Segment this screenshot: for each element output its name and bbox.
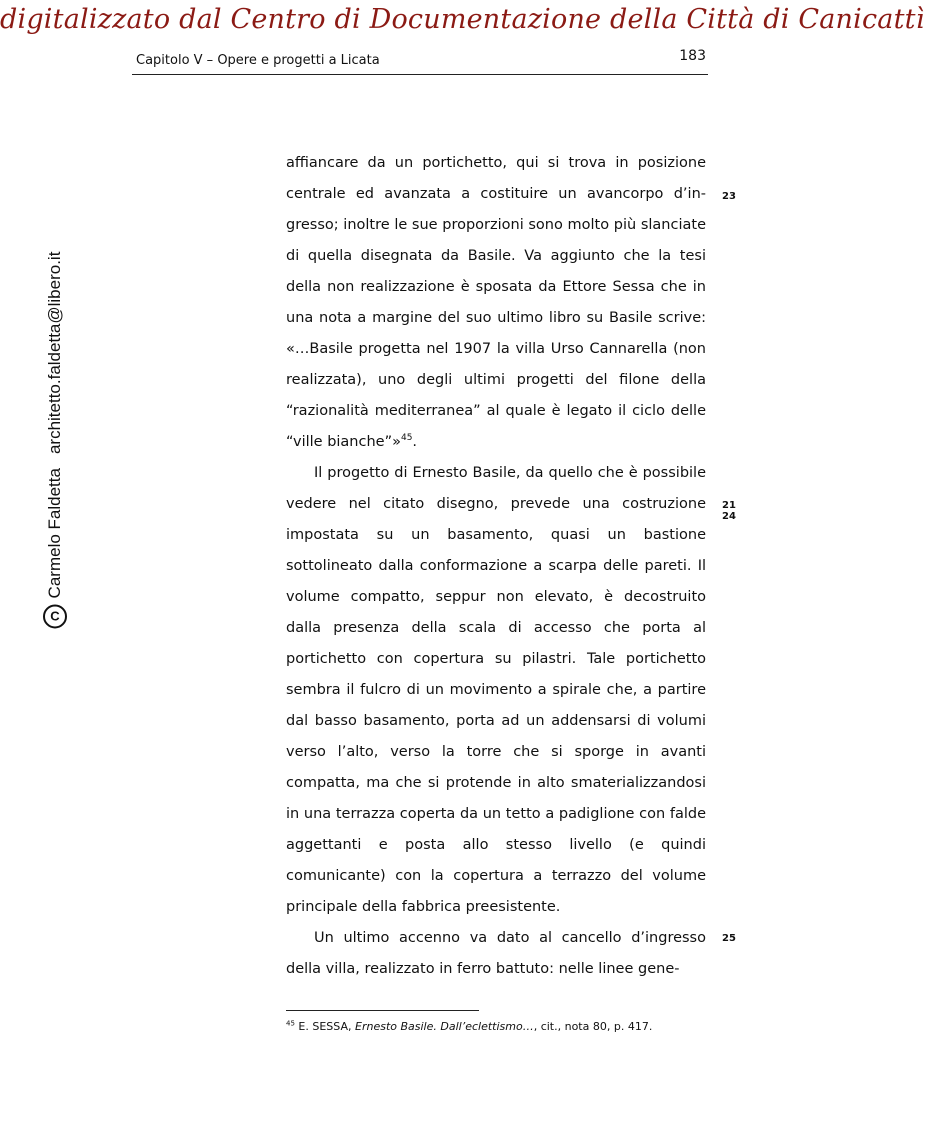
side-credit <box>43 252 67 629</box>
paragraph-3: Un ultimo accenno va dato al cancello d’ingresso della villa, realizzato in ferro battuto: nelle linee gene- <box>286 930 706 977</box>
chapter-title: Capitolo V – Opere e progetti a Licata <box>136 53 380 68</box>
footnote-title: Ernesto Basile. Dall’eclettismo… <box>355 1020 534 1033</box>
footnote-ref: 45 <box>400 433 413 444</box>
digitization-watermark: digitalizzato dal Centro di Documentazione della Città di Canicattì <box>0 4 925 35</box>
side-author: Carmelo Faldetta <box>45 468 64 599</box>
margin-ref: 24 <box>722 511 736 522</box>
main-text <box>286 148 706 985</box>
paragraph-1: affiancare da un portichetto, qui si trova in posizione centrale ed avanzata a costituire un avancorpo d’ingresso; inoltre le sue proporzioni sono molto più slanciate di quella disegnata da Basile. Va aggiunto che la tesi della non realizzazione è sposata da Ettore Sessa che in una nota a margine del suo ultimo libro su Basile scrive: «…Basile progetta nel 1907 la villa Urso Cannarella (non realizzata), uno degli ultimi progetti del filone della “razionalità mediterranea” al quale è legato il ciclo delle “ville bianche”»$^{45}$. <box>286 155 706 450</box>
footnote-rest: , cit., nota 80, p. 417. <box>533 1020 653 1033</box>
copyright-icon: C <box>43 604 67 628</box>
footnote <box>286 1020 706 1033</box>
footnote-author: E. SESSA, <box>298 1020 352 1033</box>
page-header <box>132 40 708 75</box>
margin-ref: 21 <box>722 500 736 511</box>
margin-ref: 23 <box>722 191 736 202</box>
page-number: 183 <box>679 48 706 64</box>
paragraph-2: Il progetto di Ernesto Basile, da quello che è possibile vedere nel citato disegno, prevede una costruzione impostata su un basamento, quasi un bastione sottolineato dalla conformazione a scarpa delle pareti. Il volume compatto, seppur non elevato, è decostruito dalla presenza della scala di accesso che porta al portichetto con copertura su pilastri. Tale portichetto sembra il fulcro di un movimento a spirale che, a partire dal basso basamento, porta ad un addensarsi di volumi verso l’alto, verso la torre che si sporge in avanti compatta, ma che si protende in alto smaterializzandosi in una terrazza coperta da un tetto a padiglione con falde aggettanti e posta allo stesso livello (e quindi comunicante) con la copertura a terrazzo del volume principale della fabbrica preesistente. <box>286 465 706 915</box>
footnote-rule <box>286 1010 479 1011</box>
footnote-number: 45 <box>286 1019 295 1028</box>
margin-ref: 25 <box>722 933 736 944</box>
side-email: architetto.faldetta@libero.it <box>45 251 64 455</box>
